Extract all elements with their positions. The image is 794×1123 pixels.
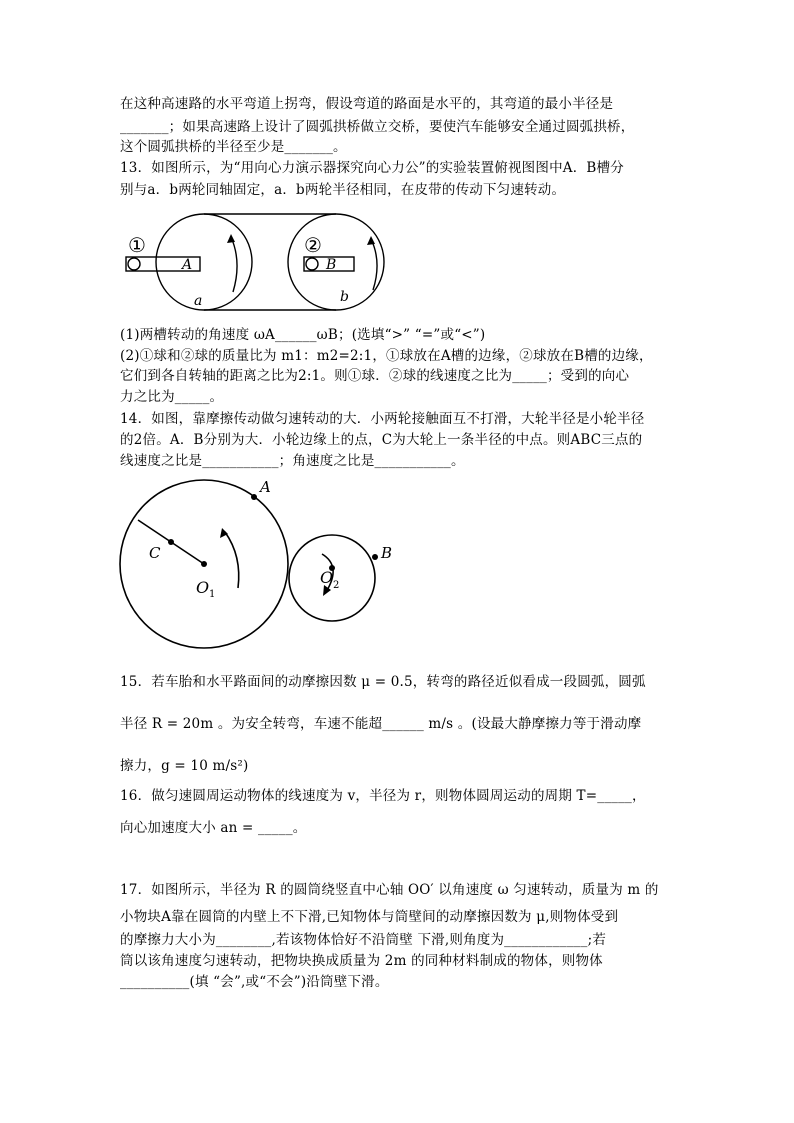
label-wheel-a: a [194,293,203,309]
label-point-c: C [149,544,161,562]
q12-line-2: _______；如果高速路上设计了圆弧拱桥做立交桥，要使汽车能够安全通过圆弧拱桥， [120,119,635,135]
label-o2-subscript: 2 [333,580,340,591]
q14-friction-wheels-figure [118,470,398,660]
q17-line-1: 17．如图所示，半径为 R 的圆筒绕竖直中心轴 OO′ 以角速度 ω 匀速转动，质量为 m 的 [120,882,659,898]
point-b-dot [372,554,378,560]
q13-line-2: 别与a．b两轮同轴固定，a．b两轮半径相同，在皮带的传动下匀速转动。 [120,182,566,198]
arrowhead-a-icon [227,234,235,243]
label-o1-subscript: 1 [209,589,216,600]
label-point-b: B [381,544,393,562]
arrowhead-b-icon [367,236,375,245]
center-o1-dot [201,561,207,567]
q17-line-2: 小物块A靠在圆筒的内壁上不下滑,已知物体与筒壁间的动摩擦因数为 μ,则物体受到 [120,909,619,925]
q12-line-3: 这个圆弧拱桥的半径至少是_______。 [120,139,347,155]
large-arrowhead-icon [220,528,228,538]
q15-line-3: 擦力，g = 10 m/s²) [120,758,249,774]
q13-sub2-line-1: (2)①球和②球的质量比为 m1：m2=2:1，①球放在A槽的边缘，②球放在B槽的边缘， [120,348,653,364]
label-point-a: A [260,478,271,496]
q12-line-1: 在这种高速路的水平弯道上拐弯，假设弯道的路面是水平的，其弯道的最小半径是 [120,96,614,112]
q16-line-2: 向心加速度大小 an = _____。 [120,820,307,836]
q15-line-1: 15．若车胎和水平路面间的动摩擦因数 μ = 0.5，转弯的路径近似看成一段圆弧，圆弧 [120,674,646,690]
q13-centripetal-apparatus-figure [118,212,398,317]
label-circled-1: ① [128,233,146,257]
q13-sub2-line-3: 力之比为_____。 [120,389,224,405]
ball-2-circle [306,258,318,270]
point-a-dot [251,494,257,500]
q17-line-5: __________(填 “会”,或“不会”)沿筒壁下滑。 [120,974,389,990]
q17-line-4: 筒以该角速度匀速转动，把物块换成质量为 2m 的同种材料制成的物体，则物体 [120,953,603,969]
q14-line-1: 14．如图，靠摩擦传动做匀速转动的大．小两轮接触面互不打滑，大轮半径是小轮半径 [120,411,645,427]
label-o2: O [320,568,334,587]
q16-line-1: 16．做匀速圆周运动物体的线速度为 v，半径为 r，则物体圆周运动的周期 T=_____， [120,788,646,804]
rotation-arrow-a [231,237,237,292]
q13-sub2-line-2: 它们到各自转轴的距离之比为2:1。则①球．②球的线速度之比为_____；受到的向心 [120,368,630,384]
rotation-arrow-b [371,239,377,290]
label-groove-b: B [326,257,337,273]
q14-line-2: 的2倍。A．B分别为大．小轮边缘上的点，C为大轮上一条半径的中点。则ABC三点的 [120,432,643,448]
point-c-dot [168,539,174,545]
q14-line-3: 线速度之比是___________；角速度之比是___________。 [120,453,465,469]
label-groove-a: A [182,257,193,273]
large-rotation-arrow [225,532,239,588]
q13-line-1: 13．如图所示，为“用向心力演示器探究向心力公”的实验装置俯视图图中A．B槽分 [120,160,624,176]
label-circled-2: ② [304,233,322,257]
label-o1: O [196,578,210,597]
ball-1-circle [128,258,140,270]
label-wheel-b: b [340,289,349,305]
q15-line-2: 半径 R = 20m 。为安全转弯，车速不能超______ m/s 。(设最大静摩擦力等于滑动摩 [120,716,642,732]
q17-line-3: 的摩擦力大小为________,若该物体恰好不沿筒壁 下滑,则角度为____________;若 [120,932,607,948]
q13-sub1-line: (1)两槽转动的角速度 ωA______ωB；(选填“>” “=”或“<”) [120,327,486,343]
